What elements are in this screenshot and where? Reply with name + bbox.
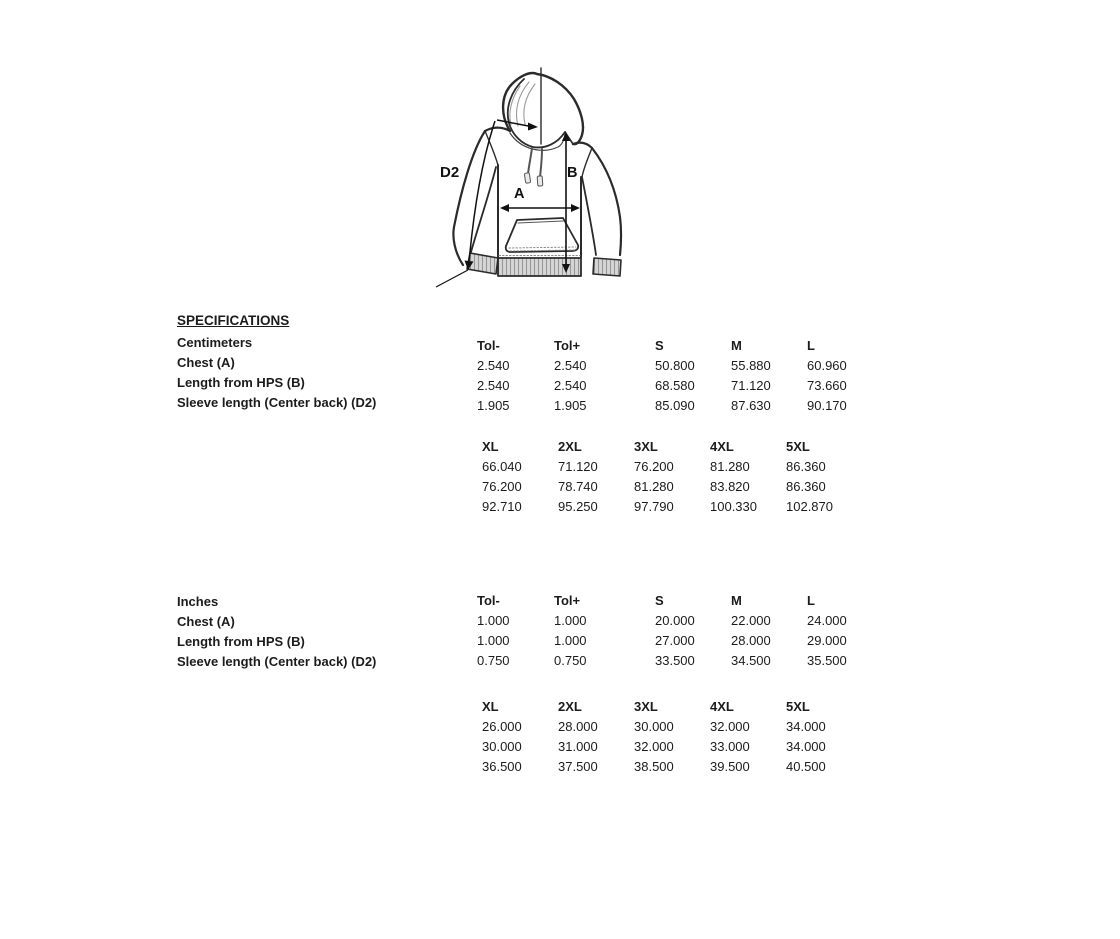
column-header: 3XL	[634, 439, 658, 454]
row-label-chest: Chest (A)	[177, 614, 235, 629]
column-header: 2XL	[558, 439, 582, 454]
table-cell: 1.905	[477, 398, 510, 413]
table-cell: 1.905	[554, 398, 587, 413]
column-header: S	[655, 338, 664, 353]
table-cell: 76.200	[634, 459, 674, 474]
measurement-arrow-a	[500, 204, 580, 212]
inches-tolerance-size-table	[477, 591, 879, 671]
diagram-label-d2: D2	[440, 164, 460, 181]
table-cell: 87.630	[731, 398, 771, 413]
kangaroo-pocket	[506, 218, 578, 252]
table-cell: 100.330	[710, 499, 757, 514]
table-cell: 81.280	[634, 479, 674, 494]
table-cell: 33.500	[655, 653, 695, 668]
table-cell: 39.500	[710, 759, 750, 774]
table-cell: 34.500	[731, 653, 771, 668]
table-cell: 50.800	[655, 358, 695, 373]
table-cell: 97.790	[634, 499, 674, 514]
hood	[503, 73, 583, 144]
table-cell: 32.000	[710, 719, 750, 734]
column-header: Tol-	[477, 593, 500, 608]
table-cell: 86.360	[786, 459, 826, 474]
column-header: M	[731, 338, 742, 353]
column-header: L	[807, 593, 815, 608]
table-cell: 33.000	[710, 739, 750, 754]
table-cell: 24.000	[807, 613, 847, 628]
table-cell: 36.500	[482, 759, 522, 774]
row-label-sleeve-length: Sleeve length (Center back) (D2)	[177, 654, 377, 669]
table-cell: 95.250	[558, 499, 598, 514]
inches-size-table-xl-5xl	[482, 697, 870, 777]
table-cell: 2.540	[477, 378, 510, 393]
diagram-label-a: A	[514, 186, 525, 202]
diagram-label-b: B	[567, 165, 578, 181]
table-cell: 0.750	[477, 653, 510, 668]
column-header: XL	[482, 699, 499, 714]
right-cuff	[593, 258, 621, 276]
column-header: 5XL	[786, 699, 810, 714]
table-cell: 1.000	[477, 613, 510, 628]
table-cell: 27.000	[655, 633, 695, 648]
column-header: 3XL	[634, 699, 658, 714]
unit-label-inches: Inches	[177, 594, 219, 609]
table-cell: 34.000	[786, 739, 826, 754]
table-cell: 30.000	[482, 739, 522, 754]
column-header: 4XL	[710, 439, 734, 454]
table-cell: 35.500	[807, 653, 847, 668]
table-cell: 55.880	[731, 358, 771, 373]
column-header: 4XL	[710, 699, 734, 714]
cm-size-table-xl-5xl	[482, 437, 870, 517]
table-cell: 78.740	[558, 479, 598, 494]
column-header: Tol-	[477, 338, 500, 353]
table-cell: 31.000	[558, 739, 598, 754]
hoodie-outline	[453, 68, 621, 276]
column-header: Tol+	[554, 593, 581, 608]
table-cell: 66.040	[482, 459, 522, 474]
cm-row-labels	[177, 333, 376, 413]
table-cell: 32.000	[634, 739, 674, 754]
table-cell: 2.540	[554, 358, 587, 373]
row-label-length-hps: Length from HPS (B)	[177, 375, 305, 390]
column-header: Tol+	[554, 338, 581, 353]
column-header: S	[655, 593, 664, 608]
table-cell: 40.500	[786, 759, 826, 774]
table-cell: 90.170	[807, 398, 847, 413]
table-cell: 60.960	[807, 358, 847, 373]
row-label-chest: Chest (A)	[177, 355, 235, 370]
table-cell: 83.820	[710, 479, 750, 494]
drawstring	[540, 149, 542, 177]
column-header: 5XL	[786, 439, 810, 454]
table-cell: 20.000	[655, 613, 695, 628]
cm-tolerance-size-table	[477, 336, 879, 416]
row-label-sleeve-length: Sleeve length (Center back) (D2)	[177, 395, 377, 410]
table-cell: 28.000	[558, 719, 598, 734]
table-cell: 102.870	[786, 499, 833, 514]
table-cell: 92.710	[482, 499, 522, 514]
table-cell: 68.580	[655, 378, 695, 393]
column-header: 2XL	[558, 699, 582, 714]
table-cell: 1.000	[554, 633, 587, 648]
hoodie-diagram	[425, 55, 645, 300]
inches-row-labels	[177, 592, 376, 672]
table-cell: 1.000	[477, 633, 510, 648]
column-header: XL	[482, 439, 499, 454]
table-cell: 30.000	[634, 719, 674, 734]
table-cell: 86.360	[786, 479, 826, 494]
table-cell: 34.000	[786, 719, 826, 734]
table-cell: 76.200	[482, 479, 522, 494]
table-cell: 81.280	[710, 459, 750, 474]
table-cell: 1.000	[554, 613, 587, 628]
table-cell: 71.120	[558, 459, 598, 474]
table-cell: 22.000	[731, 613, 771, 628]
table-cell: 85.090	[655, 398, 695, 413]
table-cell: 2.540	[477, 358, 510, 373]
table-cell: 73.660	[807, 378, 847, 393]
table-cell: 38.500	[634, 759, 674, 774]
table-cell: 28.000	[731, 633, 771, 648]
specifications-title: SPECIFICATIONS	[177, 313, 290, 328]
unit-label-centimeters: Centimeters	[177, 335, 253, 350]
row-label-length-hps: Length from HPS (B)	[177, 634, 305, 649]
table-cell: 37.500	[558, 759, 598, 774]
table-cell: 71.120	[731, 378, 771, 393]
column-header: L	[807, 338, 815, 353]
table-cell: 29.000	[807, 633, 847, 648]
table-cell: 26.000	[482, 719, 522, 734]
table-cell: 0.750	[554, 653, 587, 668]
table-cell: 2.540	[554, 378, 587, 393]
drawstring	[528, 148, 532, 174]
column-header: M	[731, 593, 742, 608]
